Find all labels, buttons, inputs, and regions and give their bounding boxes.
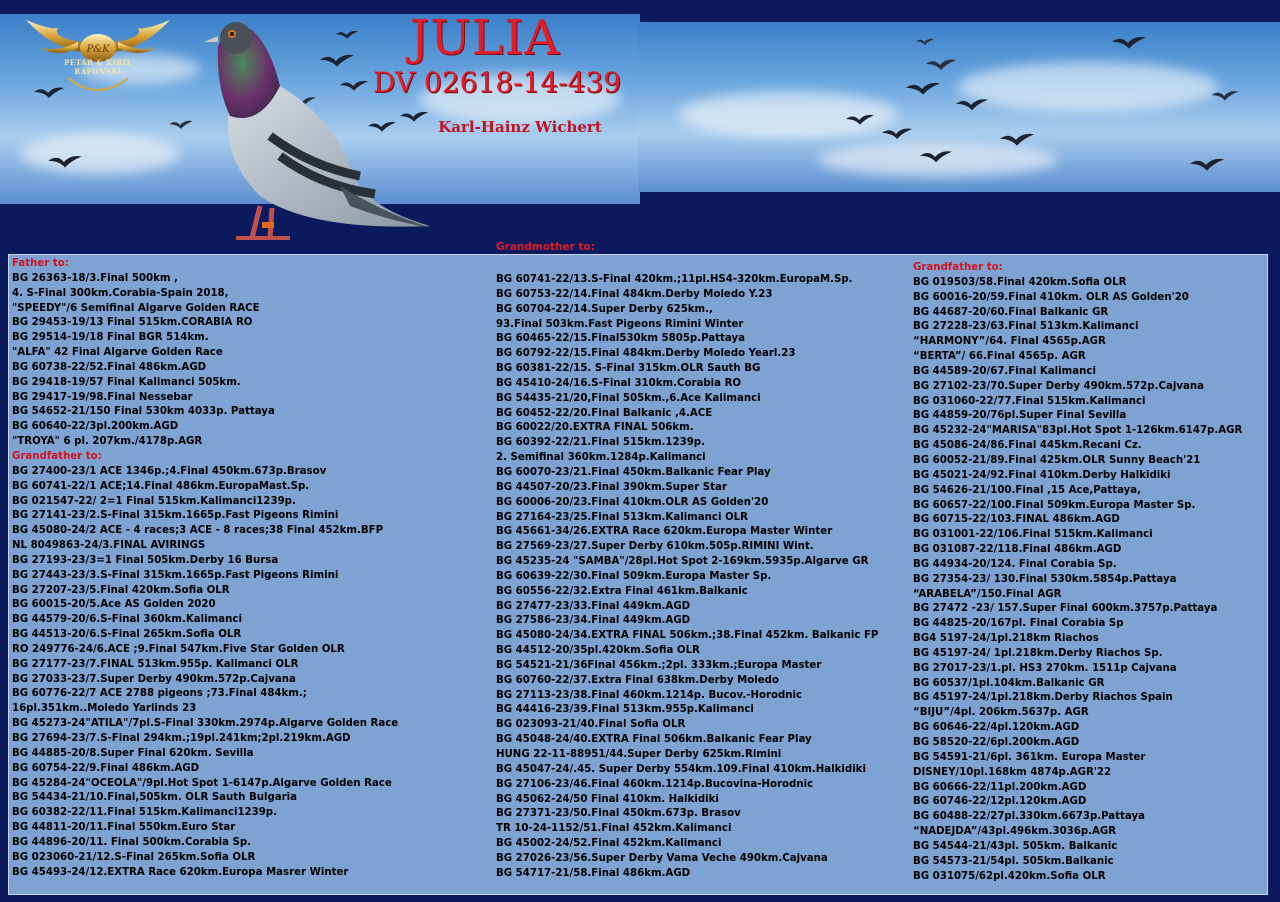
result-entry: 4. S-Final 300km.Corabia-Spain 2018, xyxy=(12,287,229,299)
result-entry: BG 27177-23/7.FINAL 513km.955p. Kalimanci OLR xyxy=(12,658,299,670)
result-entry: BG 27141-23/2.S-Final 315km.1665p.Fast Pigeons Rimini xyxy=(12,510,339,522)
result-entry: BG 27026-23/56.Super Derby Vama Veche 490km.Cajvana xyxy=(496,852,828,864)
result-entry: BG 60006-20/23.Final 410km.OLR AS Golden'20 xyxy=(496,496,769,508)
result-entry: BG 29417-19/98.Final Nessebar xyxy=(12,391,193,403)
result-entry: BG 019503/58.Final 420km.Sofia OLR xyxy=(913,276,1127,288)
result-entry: BG 60746-22/12pl.120km.AGD xyxy=(913,796,1087,808)
result-entry: BG 27472 -23/ 157.Super Final 600km.3757p.Pattaya xyxy=(913,603,1218,615)
result-entry: BG 60741-22/13.S-Final 420km.;11pl.HS4-320km.EuropaM.Sp. xyxy=(496,274,853,285)
owner-name: Karl-Hainz Wichert xyxy=(438,118,602,136)
result-entry: BG 44513-20/6.S-Final 265km.Sofia OLR xyxy=(12,629,242,641)
result-entry: BG 021547-22/ 2=1 Final 515km.Kalimanci1239p. xyxy=(12,495,296,507)
result-entry: BG 27113-23/38.Final 460km.1214p. Bucov.-Horodnic xyxy=(496,689,803,701)
result-entry: “HARMONY”/64. Final 4565p.AGR xyxy=(913,336,1106,348)
result-entry: BG 54435-21/20,Final 505km.,6.Ace Kalimanci xyxy=(496,392,761,404)
result-entry: BG 60646-22/4pl.120km.AGD xyxy=(913,722,1080,734)
result-entry: 16pl.351km..Moledo Yarlinds 23 xyxy=(12,703,197,715)
result-entry: BG 27017-23/1.pl. HS3 270km. 1511p Cajvana xyxy=(913,662,1177,674)
result-entry: BG 023093-21/40.Final Sofia OLR xyxy=(496,719,686,731)
result-entry: BG 44589-20/67.Final Kalimanci xyxy=(913,365,1096,377)
result-entry: BG 45047-24/.45. Super Derby 554km.109.Final 410km.Halkidiki xyxy=(496,763,866,775)
result-entry: BG 54573-21/54pl. 505km.Balkanic xyxy=(913,855,1114,867)
result-entry: BG 60640-22/3pl.200km.AGD xyxy=(12,421,179,433)
result-entry: BG 44896-20/11. Final 500km.Corabia Sp. xyxy=(12,836,252,848)
result-entry: BG 54626-21/100.Final ,15 Ace,Pattaya, xyxy=(913,484,1142,496)
result-entry: BG 45062-24/50 Final 410km. Halkidiki xyxy=(496,793,719,805)
result-entry: BG 60704-22/14.Super Derby 625km., xyxy=(496,303,713,315)
result-entry: BG 27354-23/ 130.Final 530km.5854p.Pattaya xyxy=(913,573,1177,585)
result-entry: DISNEY/10pl.168km 4874p.AGR'22 xyxy=(913,766,1112,778)
result-entry: BG 60452-22/20.Final Balkanic ,4.ACE xyxy=(496,407,713,419)
result-entry: BG 44416-23/39.Final 513km.955p.Kalimanci xyxy=(496,704,754,716)
result-entry: BG 60738-22/52.Final 486km.AGD xyxy=(12,361,207,373)
result-entry: BG 26363-18/3.Final 500km , xyxy=(12,272,178,284)
result-entry: BG 27033-23/7.Super Derby 490km.572p.Cajvana xyxy=(12,673,296,685)
result-entry: BG 27228-23/63.Final 513km.Kalimanci xyxy=(913,321,1139,333)
flying-bird-icon xyxy=(916,32,934,52)
result-entry: BG 45197-24/1pl.218km.Derby Riachos Spain xyxy=(913,692,1173,704)
result-entry: BG 60657-22/100.Final 509km.Europa Master Sp. xyxy=(913,499,1196,511)
father-heading: Father to: xyxy=(12,258,69,269)
result-entry: BG 27586-23/34.Final 449km.AGD xyxy=(496,615,691,627)
result-entry: BG 45235-24 "SAMBA"/28pl.Hot Spot 2-169km.5935p.Algarve GR xyxy=(496,556,869,568)
result-entry: BG 54652-21/150 Final 530km 4033p. Pattaya xyxy=(12,406,275,418)
column-left xyxy=(12,257,498,880)
father-list xyxy=(12,272,498,450)
result-entry: BG 60016-20/59.Final 410km. OLR AS Golden'20 xyxy=(913,291,1189,303)
result-entry: BG 54591-21/6pl. 361km. Europa Master xyxy=(913,751,1146,763)
flying-bird-icon xyxy=(1190,152,1224,178)
result-entry: BG 45661-34/26.EXTRA Race 620km.Europa Master Winter xyxy=(496,526,833,538)
result-entry: “ARABELA”/150.Final AGR xyxy=(913,588,1062,600)
grandfather-list-right xyxy=(913,276,1265,885)
result-entry: 93.Final 503km.Fast Pigeons Rimini Winter xyxy=(496,318,744,330)
result-entry: BG 45273-24"ATILA"/7pl.S-Final 330km.2974p.Algarve Golden Race xyxy=(12,718,399,730)
pedigree-panel xyxy=(8,254,1268,895)
result-entry: "TROYA" 6 pl. 207km./4178p.AGR xyxy=(12,436,203,448)
result-entry: BG 60639-22/30.Final 509km.Europa Master Sp. xyxy=(496,570,772,582)
result-entry: BG 60753-22/14.Final 484km.Derby Moledo Y.23 xyxy=(496,288,773,300)
result-entry: BG 45197-24/ 1pl.218km.Derby Riachos Sp. xyxy=(913,647,1163,659)
result-entry: BG 60465-22/15.Final530km 5805p.Pattaya xyxy=(496,333,745,345)
result-entry: BG 023060-21/12.S-Final 265km.Sofia OLR xyxy=(12,851,256,863)
result-entry: BG 60022/20.EXTRA FINAL 506km. xyxy=(496,422,694,434)
result-entry: BG 45048-24/40.EXTRA Final 506km.Balkanic Fear Play xyxy=(496,734,812,746)
result-entry: BG 27694-23/7.S-Final 294km.;19pl.241km;2pl.219km.AGD xyxy=(12,733,351,744)
result-entry: BG 60392-22/21.Final 515km.1239p. xyxy=(496,437,705,449)
result-entry: BG 44885-20/8.Super Final 620km. Sevilla xyxy=(12,747,254,759)
result-entry: "ALFA" 42 Final Algarve Golden Race xyxy=(12,347,223,359)
result-entry: BG 60754-22/9.Final 486km.AGD xyxy=(12,762,200,774)
result-entry: HUNG 22-11-88951/44.Super Derby 625km.Rimini xyxy=(496,749,782,760)
result-entry: “NADEJDA”/43pl.496km.3036p.AGR xyxy=(913,826,1117,838)
flying-bird-icon xyxy=(168,118,194,132)
result-entry: BG 44825-20/167pl. Final Corabia Sp xyxy=(913,618,1124,630)
result-entry: BG 60776-22/7 ACE 2788 pigeons ;73.Final 484km.; xyxy=(12,688,307,700)
result-entry: BG 44811-20/11.Final 550km.Euro Star xyxy=(12,822,236,834)
result-entry: BG 031001-22/106.Final 515km.Kalimanci xyxy=(913,529,1153,541)
result-entry: BG 54521-21/36Final 456km.;2pl. 333km.;Europa Master xyxy=(496,659,822,671)
result-entry: BG 60381-22/15. S-Final 315km.OLR Sauth BG xyxy=(496,363,761,375)
result-entry: BG 45232-24"MARISA"83pl.Hot Spot 1-126km.6147p.AGR xyxy=(913,425,1243,437)
flying-bird-icon xyxy=(956,88,988,122)
pigeon-name: JULIA xyxy=(409,10,561,66)
flying-bird-icon xyxy=(1112,26,1146,60)
column-right xyxy=(913,261,1265,884)
flying-bird-icon xyxy=(882,114,912,154)
result-entry: BG 27102-23/70.Super Derby 490km.572p.Cajvana xyxy=(913,380,1204,392)
grandfather-list-left xyxy=(12,465,498,881)
result-entry: BG 45080-24/2 ACE - 4 races;3 ACE - 8 races;38 Final 452km.BFP xyxy=(12,525,384,537)
result-entry: BG 60715-22/103.FINAL 486km.AGD xyxy=(913,514,1120,526)
result-entry: BG 54717-21/58.Final 486km.AGD xyxy=(496,867,691,879)
result-entry: BG 44512-20/35pl.420km.Sofia OLR xyxy=(496,645,700,657)
result-entry: BG 44579-20/6.S-Final 360km.Kalimanci xyxy=(12,614,242,626)
result-entry: BG 60015-20/5.Ace AS Golden 2020 xyxy=(12,599,216,611)
result-entry: BG 27400-23/1 ACE 1346p.;4.Final 450km.673p.Brasov xyxy=(12,465,327,477)
result-entry: BG 29418-19/57 Final Kalimanci 505km. xyxy=(12,376,241,388)
result-entry: BG 44934-20/124. Final Corabia Sp. xyxy=(913,558,1117,570)
logo-laurel-icon xyxy=(22,72,174,102)
grandmother-list xyxy=(496,273,908,882)
flying-bird-icon xyxy=(1000,120,1034,160)
result-entry: BG 29514-19/18 Final BGR 514km. xyxy=(12,332,209,344)
result-entry: BG 45284-24"OCEOLA"/9pl.Hot Spot 1-6147p.Algarve Golden Race xyxy=(12,777,392,789)
result-entry: BG 45410-24/16.S-Final 310km.Corabia RO xyxy=(496,377,742,389)
result-entry: BG 60488-22/27pl.330km.6673p.Pattaya xyxy=(913,811,1145,823)
result-entry: BG 27443-23/3.S-Final 315km.1665p.Fast Pigeons Rimini xyxy=(12,569,339,581)
result-entry: BG 60760-22/37.Extra Final 638km.Derby Moledo xyxy=(496,674,779,686)
result-entry: BG 27106-23/46.Final 460km.1214p.Bucovina-Horodnic xyxy=(496,778,814,790)
flying-bird-icon xyxy=(846,100,874,140)
result-entry: BG 60070-23/21.Final 450km.Balkanic Fear Play xyxy=(496,466,771,478)
result-entry: BG4 5197-24/1pl.218km Riachos xyxy=(913,633,1099,645)
flying-bird-icon xyxy=(926,54,956,76)
result-entry: BG 031075/62pl.420km.Sofia OLR xyxy=(913,870,1106,882)
result-entry: “BIJU”/4pl. 206km.5637p. AGR xyxy=(913,707,1089,719)
result-entry: BG 45080-24/34.EXTRA FINAL 506km.;38.Final 452km. Balkanic FP xyxy=(496,630,879,642)
result-entry: TR 10-24-1152/51.Final 452km.Kalimanci xyxy=(496,823,732,835)
grandmother-heading: Grandmother to: xyxy=(496,241,595,253)
header-banner xyxy=(0,0,1280,252)
result-entry: BG 45493-24/12.EXTRA Race 620km.Europa Masrer Winter xyxy=(12,866,349,878)
result-entry: BG 27477-23/33.Final 449km.AGD xyxy=(496,600,691,612)
result-entry: “BERTA”/ 66.Final 4565p. AGR xyxy=(913,351,1086,363)
result-entry: BG 27569-23/27.Super Derby 610km.505p.RIMINI Wint. xyxy=(496,541,814,553)
result-entry: BG 29453-19/13 Final 515km.CORABIA RO xyxy=(12,317,253,329)
result-entry: BG 45002-24/52.Final 452km.Kalimanci xyxy=(496,838,722,850)
result-entry: RO 249776-24/6.ACE ;9.Final 547km.Five Star Golden OLR xyxy=(12,643,345,655)
result-entry: BG 44507-20/23.Final 390km.Super Star xyxy=(496,481,727,493)
result-entry: BG 60556-22/32.Extra Final 461km.Balkanic xyxy=(496,585,748,597)
result-entry: BG 44687-20/60.Final Balkanic GR xyxy=(913,306,1109,318)
ring-number: DV 02618-14-439 xyxy=(372,66,622,99)
result-entry: BG 031087-22/118.Final 486km.AGD xyxy=(913,544,1122,556)
result-entry: BG 27371-23/50.Final 450km.673p. Brasov xyxy=(496,808,741,820)
grandfather-heading-left: Grandfather to: xyxy=(12,450,102,462)
result-entry: BG 60537/1pl.104km.Balkanic GR xyxy=(913,677,1105,689)
result-entry: NL 8049863-24/3.FINAL AVIRINGS xyxy=(12,540,206,552)
result-entry: "SPEEDY"/6 Semifinal Algarve Golden RACE xyxy=(12,302,260,314)
result-entry: BG 44859-20/76pl.Super Final Sevilla xyxy=(913,410,1127,422)
result-entry: BG 60741-22/1 ACE;14.Final 486km.EuropaMast.Sp. xyxy=(12,480,310,492)
result-entry: BG 27207-23/5.Final 420km.Sofia OLR xyxy=(12,584,230,596)
result-entry: BG 60666-22/11pl.200km.AGD xyxy=(913,781,1087,793)
result-entry: BG 27193-23/3=1 Final 505km.Derby 16 Bursa xyxy=(12,554,279,566)
result-entry: BG 60052-21/89.Final 425km.OLR Sunny Beach'21 xyxy=(913,454,1201,466)
flying-bird-icon xyxy=(1210,88,1240,104)
result-entry: BG 60382-22/11.Final 515km.Kalimanci1239p. xyxy=(12,807,277,819)
result-entry: BG 45086-24/86.Final 445km.Recani Cz. xyxy=(913,440,1142,452)
grandfather-heading-right: Grandfather to: xyxy=(913,262,1003,273)
svg-text:P&K: P&K xyxy=(86,44,110,55)
result-entry: BG 27164-23/25.Final 513km.Kalimanci OLR xyxy=(496,511,749,523)
result-entry: BG 54544-21/43pl. 505km. Balkanic xyxy=(913,840,1118,852)
logo-line-petar-kiril: PETAR & KIRIL xyxy=(64,58,132,67)
result-entry: BG 58520-22/6pl.200km.AGD xyxy=(913,737,1080,748)
result-entry: BG 54434-21/10.Final,505km. OLR Sauth Bulgaria xyxy=(12,792,298,804)
column-middle xyxy=(496,273,908,882)
flying-bird-icon xyxy=(48,152,82,172)
flying-bird-icon xyxy=(920,140,952,174)
result-entry: BG 45021-24/92.Final 410km.Derby Halkidiki xyxy=(913,469,1171,481)
club-logo xyxy=(22,8,174,108)
result-entry: BG 031060-22/77.Final 515km.Kalimanci xyxy=(913,395,1146,407)
result-entry: BG 60792-22/15.Final 484km.Derby Moledo Yearl.23 xyxy=(496,348,796,360)
logo-line-raponski: RAPONSKI xyxy=(74,67,122,76)
result-entry: 2. Semifinal 360km.1284p.Kalimanci xyxy=(496,452,706,464)
